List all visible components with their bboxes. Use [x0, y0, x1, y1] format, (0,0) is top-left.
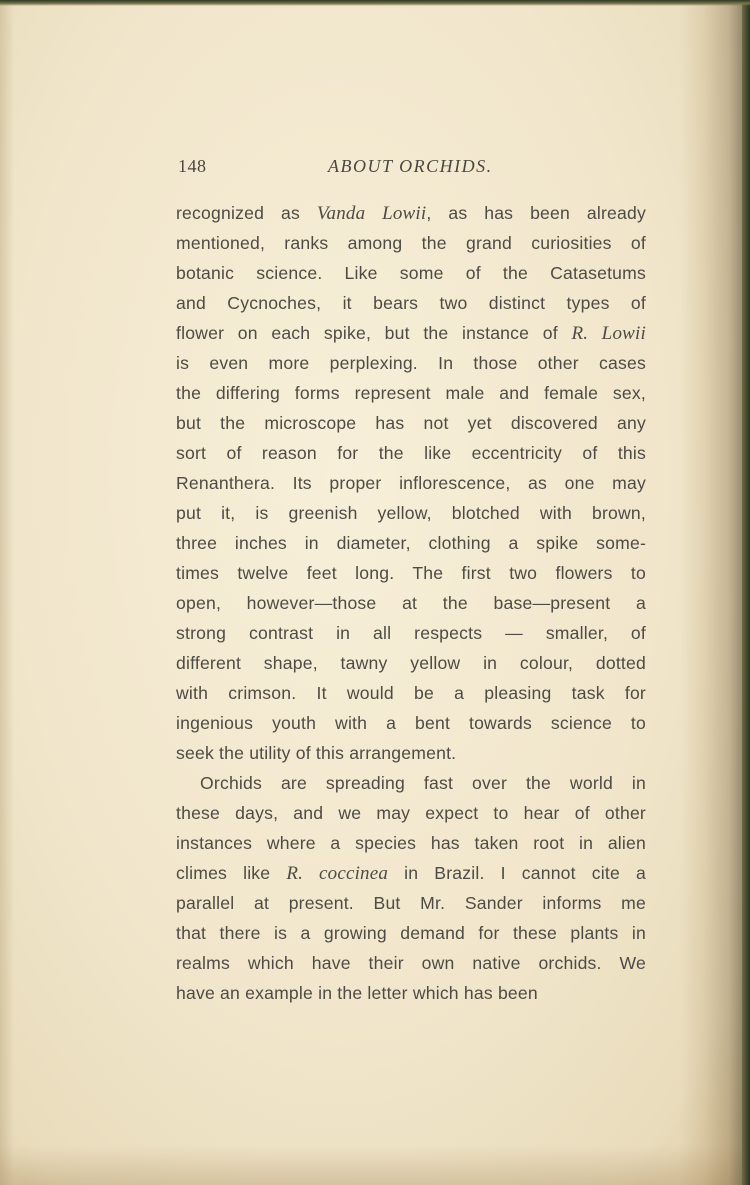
text-line: different shape, tawny yellow in colour, dotted — [176, 653, 646, 673]
italic-species-name: R. coccinea — [286, 863, 389, 884]
text-line: but the microscope has not yet discovered any — [176, 413, 646, 433]
text-line: botanic science. Like some of the Catasetums — [176, 263, 646, 283]
text-line: open, however—those at the base—present a — [176, 593, 646, 613]
page-number: 148 — [178, 156, 207, 176]
running-title: ABOUT ORCHIDS. — [328, 156, 493, 176]
text-line: put it, is greenish yellow, blotched with brown, — [176, 503, 646, 523]
text-line: parallel at present. But Mr. Sander informs me — [176, 893, 646, 913]
text-line: these days, and we may expect to hear of other — [176, 803, 646, 823]
text-line: have an example in the letter which has been — [176, 983, 538, 1003]
paragraph — [176, 198, 646, 768]
text-line: realms which have their own native orchids. We — [176, 953, 646, 973]
text-line: Orchids are spreading fast over the world in — [200, 773, 646, 793]
page-bottom-shadow — [0, 1145, 750, 1185]
italic-species-name: R. Lowii — [571, 323, 646, 344]
binding-shadow — [680, 0, 750, 1185]
text-line: the differing forms represent male and female sex, — [176, 383, 646, 403]
text-line: and Cycnoches, it bears two distinct types of — [176, 293, 646, 313]
text-line: three inches in diameter, clothing a spike some- — [176, 533, 646, 553]
text-line: sort of reason for the like eccentricity of this — [176, 443, 646, 463]
paragraph — [176, 768, 646, 1008]
text-line: that there is a growing demand for these plants in — [176, 923, 646, 943]
italic-species-name: Vanda Lowii — [316, 203, 427, 224]
text-line: seek the utility of this arrangement. — [176, 743, 457, 763]
book-spine-edge — [742, 0, 750, 1185]
text-line: times twelve feet long. The first two flowers to — [176, 563, 646, 583]
text-line: flower on each spike, but the instance of R. Lowii — [176, 323, 646, 344]
text-line: mentioned, ranks among the grand curiosities of — [176, 233, 646, 253]
running-header — [178, 156, 648, 186]
text-line: is even more perplexing. In those other cases — [176, 353, 646, 373]
text-line: recognized as Vanda Lowii, as has been already — [176, 203, 646, 224]
page-left-shadow — [0, 0, 14, 1185]
text-line: ingenious youth with a bent towards science to — [176, 713, 646, 733]
body-text — [176, 198, 646, 1008]
text-line: strong contrast in all respects — smaller, of — [176, 623, 646, 643]
text-line: instances where a species has taken root in alien — [176, 833, 646, 853]
book-top-edge — [0, 0, 750, 6]
text-line: Renanthera. Its proper inflorescence, as one may — [176, 473, 646, 493]
text-line: with crimson. It would be a pleasing task for — [176, 683, 646, 703]
text-line: climes like R. coccinea in Brazil. I cannot cite a — [176, 863, 646, 884]
